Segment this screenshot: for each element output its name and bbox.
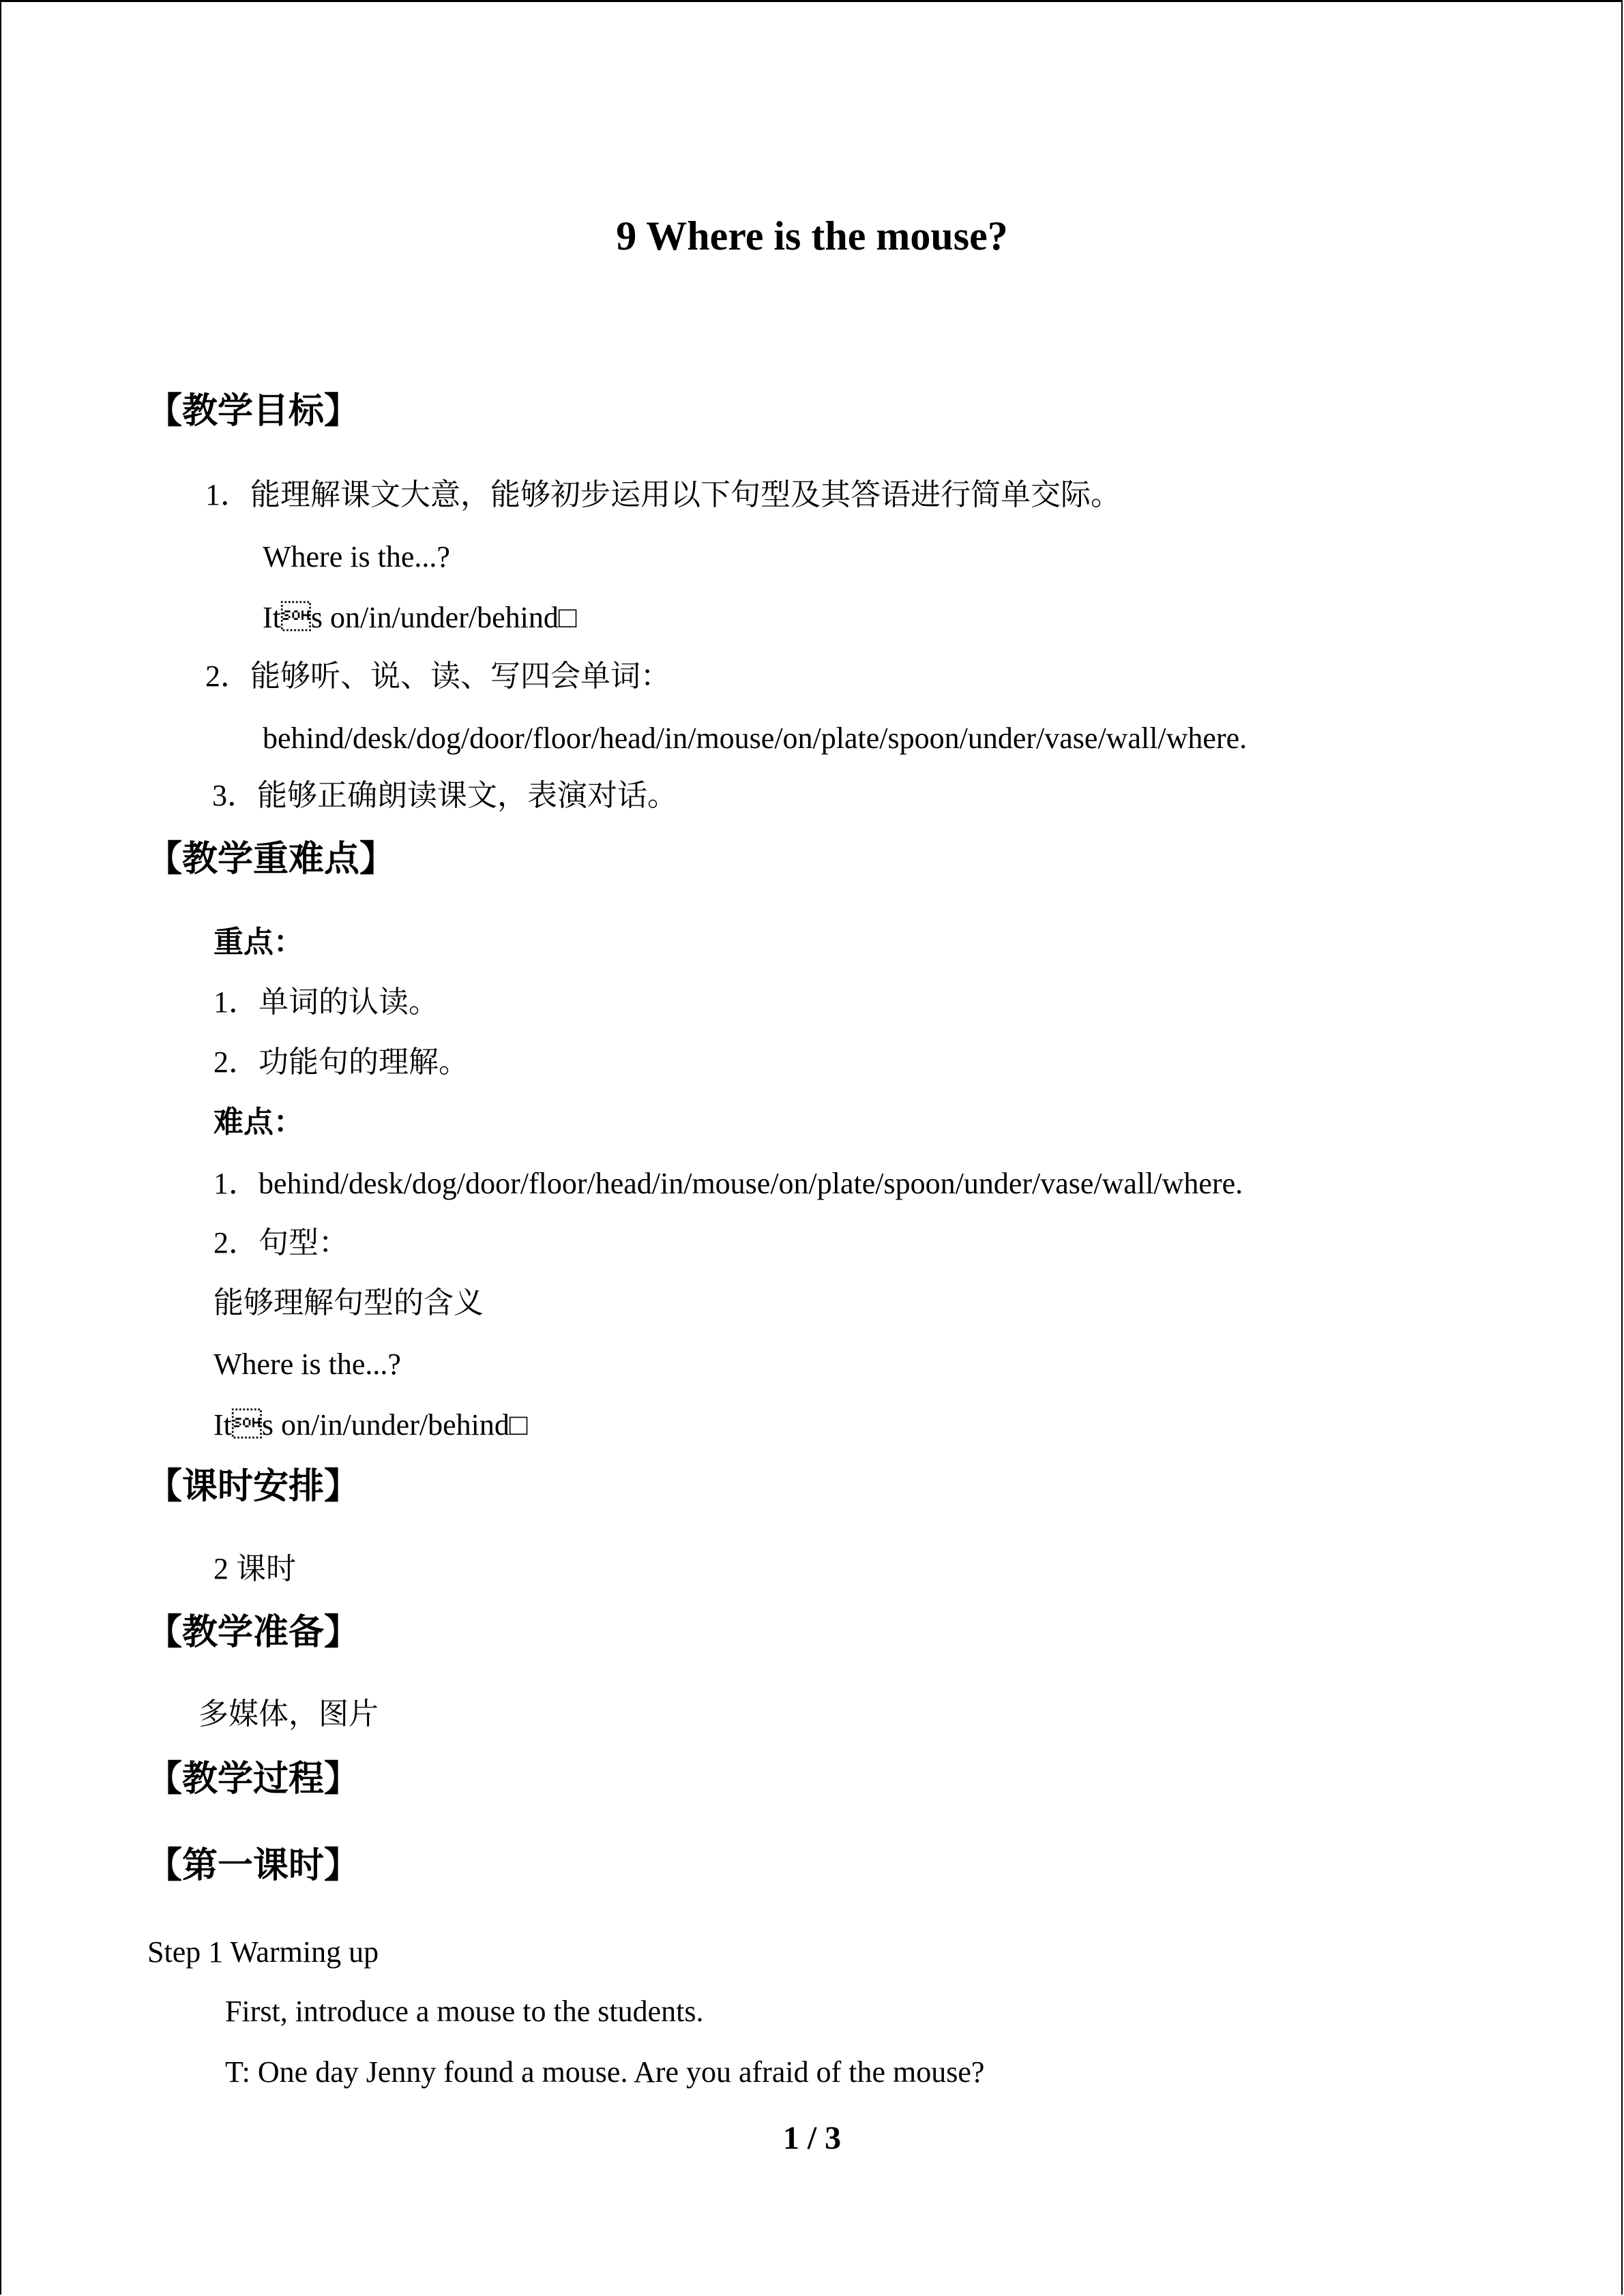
objective-item-1-line-1: Where is the...?	[263, 540, 450, 573]
focus-item-2: 2．功能句的理解。	[213, 1045, 469, 1079]
heading-first-lesson: 【第一课时】	[147, 1847, 360, 1885]
page-indicator: 1 / 3	[782, 2120, 842, 2156]
objective-item-2-words: behind/desk/dog/door/floor/head/in/mouse/on/plate/spoon/under/vase/wall/where.	[263, 721, 1247, 755]
heading-key-points: 【教学重难点】	[147, 840, 396, 879]
objective-item-1: 1．能理解课文大意，能够初步运用以下句型及其答语进行简单交际。	[205, 478, 1121, 511]
heading-process: 【教学过程】	[147, 1760, 360, 1799]
objective-item-3: 3．能够正确朗读课文，表演对话。	[212, 779, 677, 812]
objective-item-2: 2．能够听、说、读、写四会单词：	[205, 659, 670, 693]
objective-item-1-line-2: Its on/in/under/behind□	[263, 601, 577, 634]
difficulty-line-3: Its on/in/under/behind□	[213, 1408, 528, 1442]
difficulty-label: 难点：	[213, 1105, 304, 1139]
heading-schedule: 【课时安排】	[147, 1467, 360, 1506]
difficulty-line-2: Where is the...?	[213, 1347, 401, 1381]
difficulty-item-1: 1．behind/desk/dog/door/floor/head/in/mouse/on/plate/spoon/under/vase/wall/where.	[213, 1167, 1243, 1200]
heading-preparation: 【教学准备】	[147, 1613, 360, 1652]
focus-label: 重点：	[213, 925, 304, 959]
preparation-text: 多媒体，图片	[198, 1697, 379, 1731]
schedule-text: 2 课时	[213, 1552, 296, 1585]
step-1-line-1: First, introduce a mouse to the students.	[225, 1995, 704, 2028]
difficulty-item-2: 2．句型：	[213, 1226, 349, 1259]
focus-item-1: 1．单词的认读。	[213, 985, 439, 1019]
heading-objectives: 【教学目标】	[147, 392, 360, 431]
step-1-line-2: T: One day Jenny found a mouse. Are you afraid of the mouse?	[225, 2055, 985, 2089]
difficulty-line-1: 能够理解句型的含义	[213, 1286, 484, 1320]
step-1-title: Step 1 Warming up	[147, 1935, 379, 1969]
document-title: 9 Where is the mouse?	[616, 213, 1008, 258]
